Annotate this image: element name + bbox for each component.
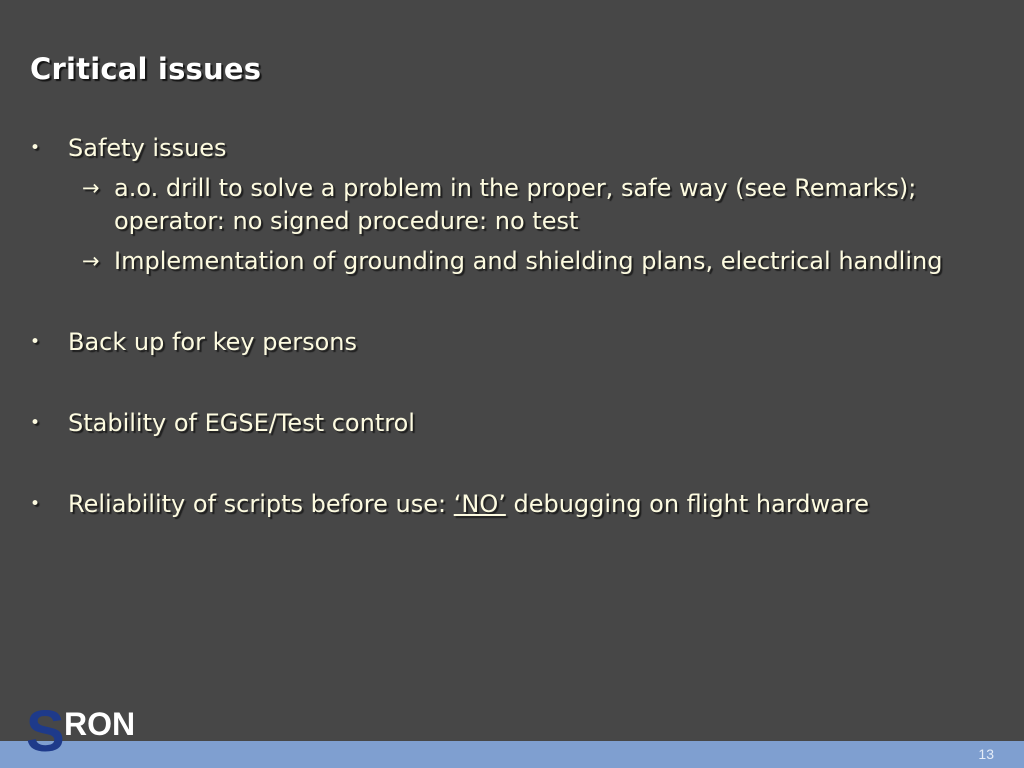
bullet-text: [68, 490, 869, 518]
bullet-icon: •: [30, 332, 41, 352]
bullet-item-stability: [30, 407, 990, 440]
bullet-icon: •: [30, 413, 41, 433]
sub-item-grounding: [30, 245, 990, 278]
bullet-item-safety: [30, 132, 990, 165]
bullet-item-reliability: [30, 488, 990, 521]
sub-item-text: Implementation of grounding and shielding plans, electrical handling: [114, 247, 943, 275]
bullet-icon: •: [30, 138, 41, 158]
bullet-list: [30, 132, 990, 521]
bullet-item-backup: [30, 326, 990, 359]
page-number: 13: [978, 746, 994, 762]
slide-title: Critical issues: [30, 52, 262, 86]
bullet-text-after: debugging on flight hardware: [505, 490, 869, 518]
bullet-text: Back up for key persons: [68, 328, 358, 356]
bullet-text-emphasis: ‘NO’: [453, 490, 506, 518]
logo-s: S: [26, 699, 63, 764]
bullet-text: Stability of EGSE/Test control: [68, 409, 415, 437]
arrow-icon: →: [82, 176, 100, 200]
sub-item-text: a.o. drill to solve a problem in the proper, safe way (see Remarks); operator: no signed procedure: no test: [114, 174, 917, 235]
sub-item-drill: [30, 172, 990, 238]
logo-ron: RON: [64, 706, 136, 742]
bullet-icon: •: [30, 494, 41, 514]
sron-logo: [26, 699, 160, 764]
bullet-text: Safety issues: [68, 134, 227, 162]
bullet-text-before: Reliability of scripts before use:: [68, 490, 454, 518]
arrow-icon: →: [82, 249, 100, 273]
